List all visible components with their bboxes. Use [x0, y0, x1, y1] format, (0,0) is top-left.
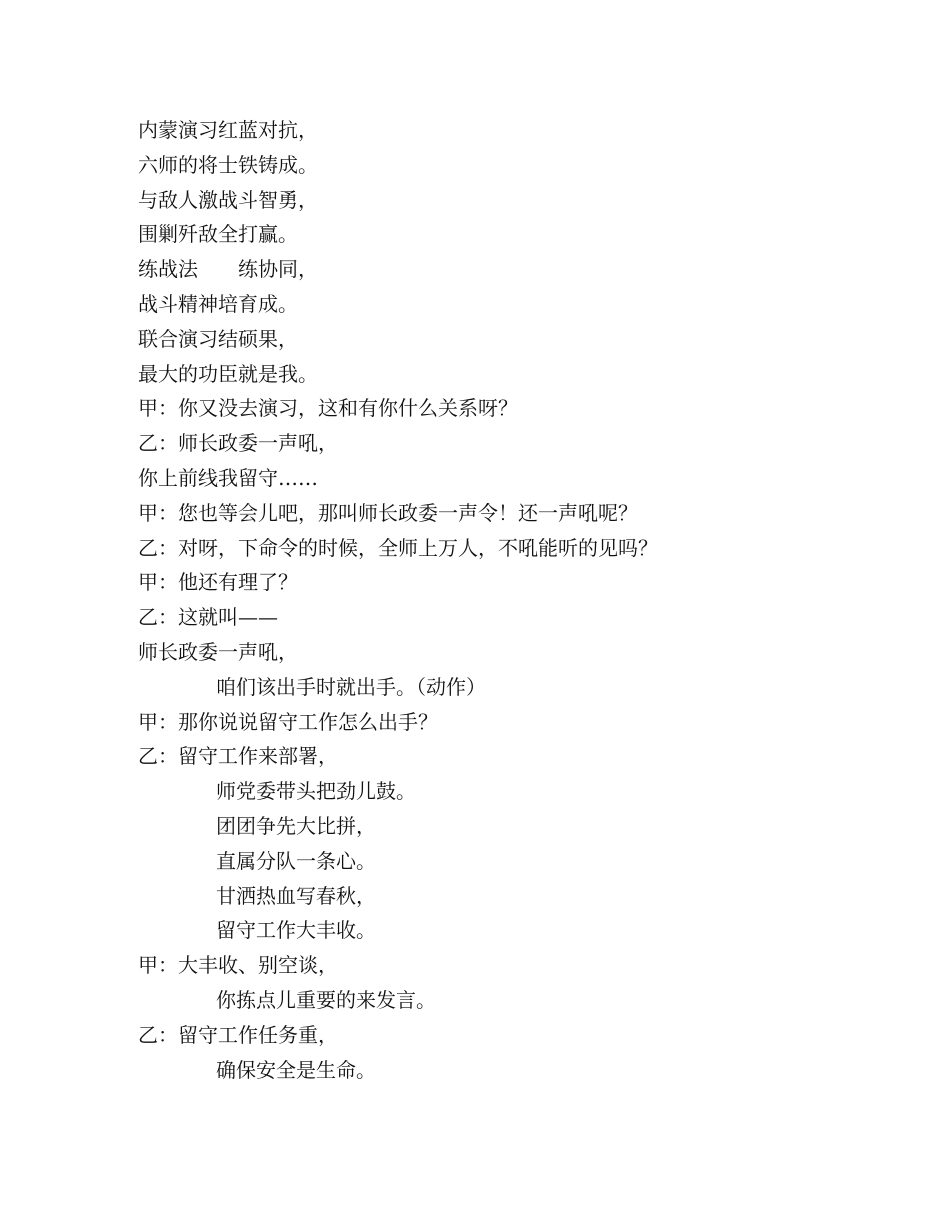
text-line: 甲：您也等会儿吧，那叫师长政委一声令！还一声吼呢？ [138, 500, 638, 525]
text-line: 乙：这就叫—— [138, 605, 278, 630]
text-line: 乙：留守工作任务重， [138, 1022, 338, 1047]
text-line: 你拣点儿重要的来发言。 [216, 987, 436, 1012]
text-line: 与敌人激战斗智勇， [138, 187, 318, 212]
text-line: 练战法 练协同， [138, 257, 318, 282]
text-line: 师长政委一声吼， [138, 639, 298, 664]
text-line: 师党委带头把劲儿鼓。 [216, 779, 416, 804]
text-line: 战斗精神培育成。 [138, 291, 298, 316]
text-line: 确保安全是生命。 [216, 1057, 376, 1082]
script-text-block [138, 113, 898, 1087]
text-line: 联合演习结硕果， [138, 326, 298, 351]
text-line: 咱们该出手时就出手。（动作） [216, 674, 486, 699]
text-line: 甲：那你说说留守工作怎么出手？ [138, 709, 438, 734]
text-line: 围剿歼敌全打赢。 [138, 222, 298, 247]
text-line: 六师的将士铁铸成。 [138, 152, 318, 177]
text-line: 甲：你又没去演习，这和有你什么关系呀？ [138, 396, 518, 421]
text-line: 乙：师长政委一声吼， [138, 431, 338, 456]
text-line: 最大的功臣就是我。 [138, 361, 318, 386]
text-line: 乙：对呀，下命令的时候，全师上万人，不吼能听的见吗？ [138, 535, 658, 560]
text-line: 甘洒热血写春秋， [216, 883, 376, 908]
text-line: 你上前线我留守…… [138, 465, 318, 490]
text-line: 内蒙演习红蓝对抗， [138, 118, 318, 142]
text-line: 乙：留守工作来部署， [138, 744, 338, 769]
text-line: 直属分队一条心。 [216, 848, 376, 873]
text-line: 甲：大丰收、别空谈， [138, 953, 338, 978]
text-line: 团团争先大比拼， [216, 813, 376, 838]
text-line: 留守工作大丰收。 [216, 918, 376, 943]
text-line: 甲：他还有理了？ [138, 570, 298, 595]
